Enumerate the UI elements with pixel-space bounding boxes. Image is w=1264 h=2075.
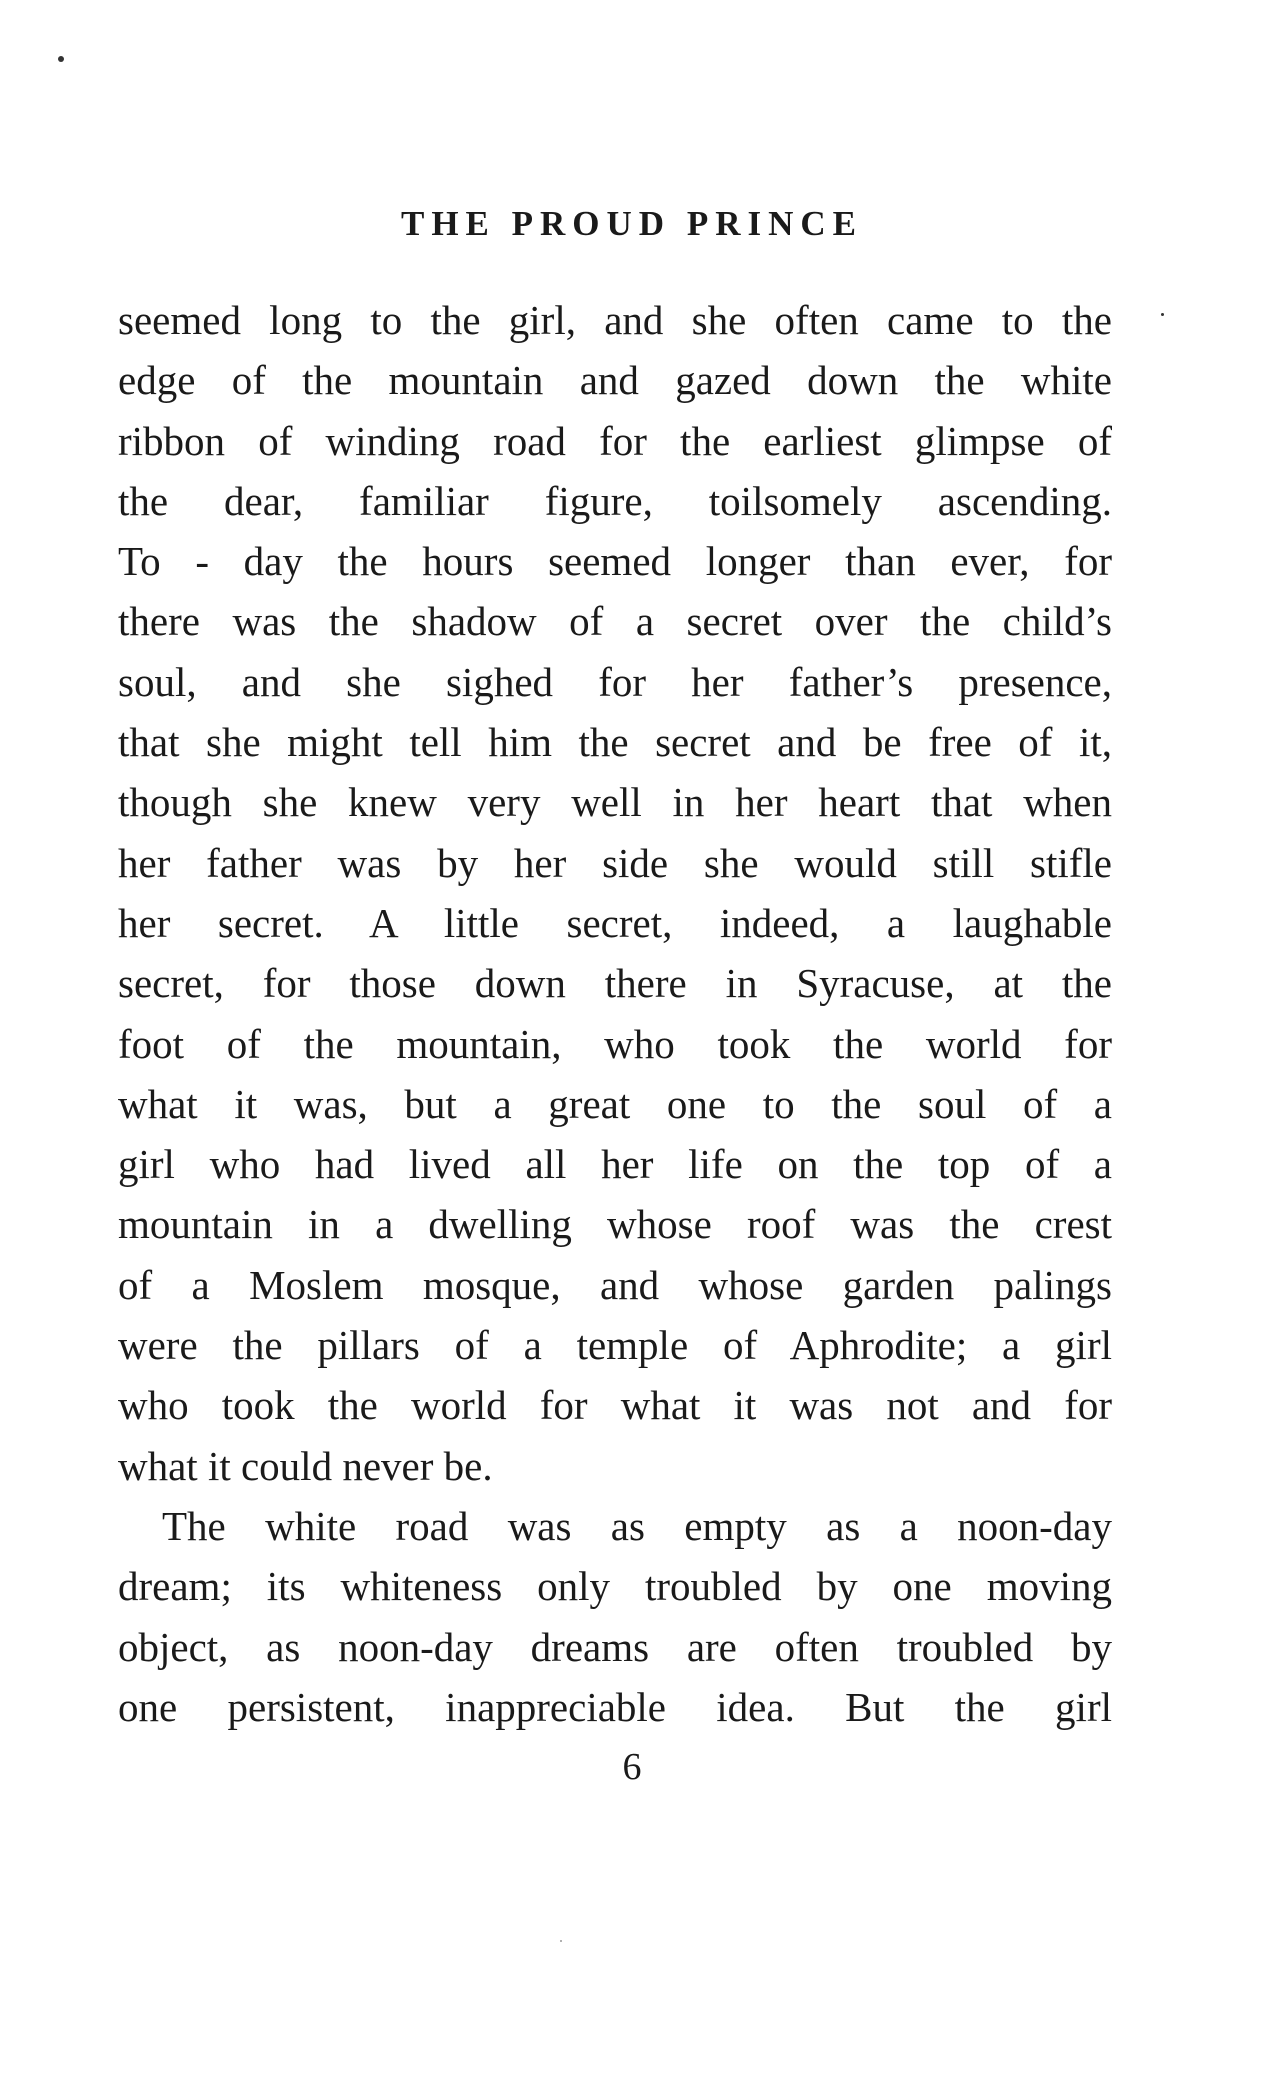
text-line: dream; its whiteness only troubled by one moving — [118, 1563, 1112, 1610]
text-line: what it could never be. — [118, 1442, 493, 1489]
text-line: edge of the mountain and gazed down the white — [118, 357, 1112, 404]
text-line: the dear, familiar figure, toilsomely ascending. — [118, 477, 1112, 524]
page-number: 6 — [622, 1746, 642, 1788]
text-line: ribbon of winding road for the earliest glimpse of — [118, 417, 1112, 464]
text-line: soul, and she sighed for her father’s presence, — [118, 658, 1112, 705]
text-line: object, as noon-day dreams are often troubled by — [118, 1623, 1112, 1670]
text-line: her secret. A little secret, indeed, a laughable — [118, 899, 1112, 946]
text-line: her father was by her side she would still stifle — [118, 839, 1112, 886]
scan-speck — [560, 1940, 562, 1942]
text-line: that she might tell him the secret and be free of it, — [118, 719, 1112, 766]
text-line: there was the shadow of a secret over the child’s — [118, 598, 1112, 645]
text-line: of a Moslem mosque, and whose garden palings — [118, 1261, 1112, 1308]
text-line: though she knew very well in her heart that when — [118, 779, 1112, 826]
text-line: one persistent, inappreciable idea. But the girl — [118, 1683, 1112, 1730]
text-line: To - day the hours seemed longer than ever, for — [118, 538, 1112, 585]
text-line: seemed long to the girl, and she often came to the — [118, 297, 1112, 343]
body-text — [118, 290, 1112, 1737]
text-line: were the pillars of a temple of Aphrodite; a girl — [118, 1322, 1112, 1369]
text-line: secret, for those down there in Syracuse, at the — [118, 960, 1112, 1007]
scan-speck — [1161, 313, 1164, 316]
text-line: who took the world for what it was not and for — [118, 1382, 1112, 1429]
text-line: The white road was as empty as a noon-day — [162, 1502, 1112, 1549]
scan-speck — [58, 56, 64, 62]
text-line: what it was, but a great one to the soul of a — [118, 1080, 1112, 1127]
running-head: THE PROUD PRINCE — [400, 204, 864, 243]
text-line: mountain in a dwelling whose roof was the crest — [118, 1201, 1112, 1248]
text-line: girl who had lived all her life on the top of a — [118, 1141, 1112, 1188]
text-line: foot of the mountain, who took the world for — [118, 1020, 1112, 1067]
